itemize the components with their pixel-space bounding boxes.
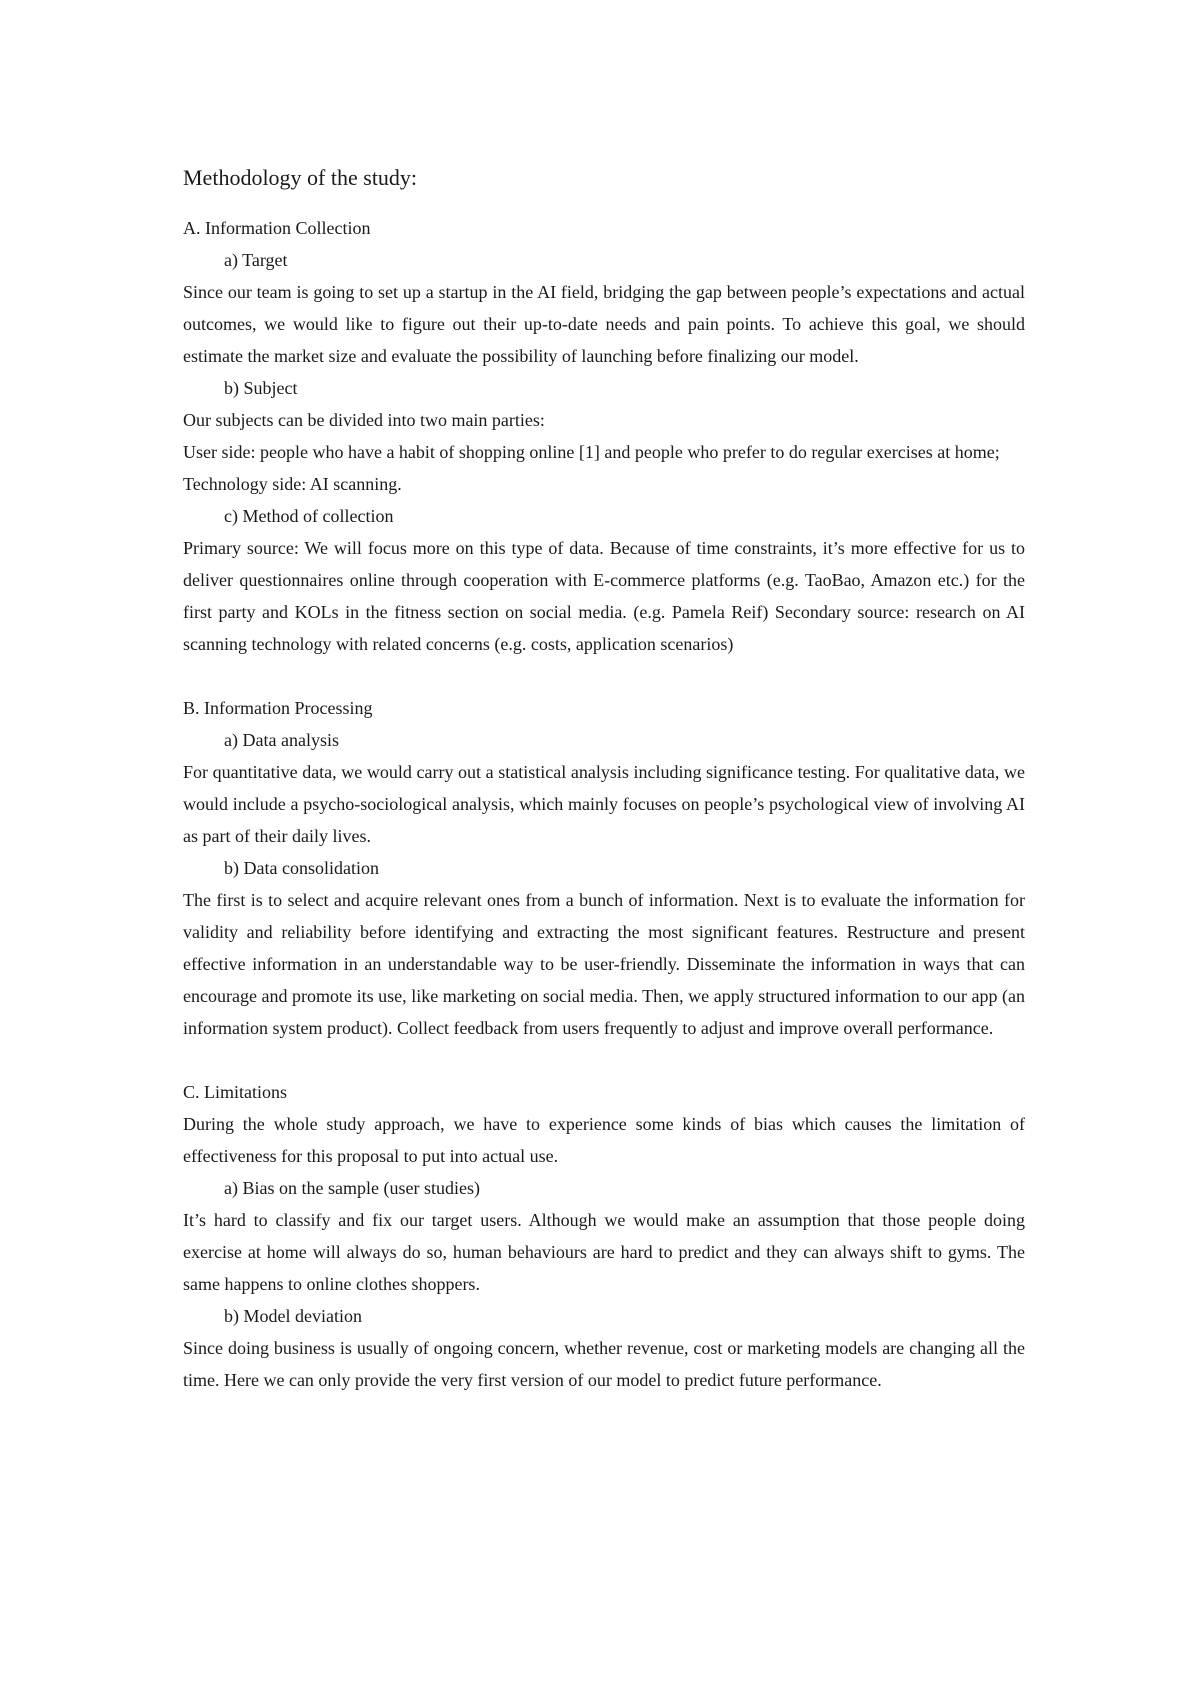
section-spacer xyxy=(183,660,1025,692)
paragraph: User side: people who have a habit of shopping online [1] and people who prefer to do regular exercises at home; xyxy=(183,442,1000,462)
section-limitations xyxy=(183,1076,1025,1396)
section-information-collection xyxy=(183,212,1025,660)
paragraph: Primary source: We will focus more on this type of data. Because of time constraints, it’s more effective for us to deliver questionnaires online through cooperation with E-commerce platforms (e.g. TaoBao, Amazon etc.) for the first party and KOLs in the fitness section on social media. (e.g. Pamela Reif) Secondary source: research on AI scanning technology with related concerns (e.g. costs, application scenarios) xyxy=(183,538,1025,654)
subsection-label: b) Data consolidation xyxy=(224,858,379,878)
section-heading: A. Information Collection xyxy=(183,218,371,238)
paragraph: Technology side: AI scanning. xyxy=(183,474,402,494)
section-spacer xyxy=(183,1044,1025,1076)
subsection-label: b) Model deviation xyxy=(224,1306,362,1326)
subsection-label: b) Subject xyxy=(224,378,298,398)
paragraph: The first is to select and acquire relevant ones from a bunch of information. Next is to evaluate the information for validity and reliability before identifying and extracting the most significant features. Restructure and present effective information in an understandable way to be user-friendly. Disseminate the information in ways that can encourage and promote its use, like marketing on social media. Then, we apply structured information to our app (an information system product). Collect feedback from users frequently to adjust and improve overall performance. xyxy=(183,890,1025,1038)
paragraph: It’s hard to classify and fix our target users. Although we would make an assumption that those people doing exercise at home will always do so, human behaviours are hard to predict and they can always shift to gyms. The same happens to online clothes shoppers. xyxy=(183,1210,1025,1294)
paragraph: For quantitative data, we would carry out a statistical analysis including significance testing. For qualitative data, we would include a psycho-sociological analysis, which mainly focuses on people’s psychological view of involving AI as part of their daily lives. xyxy=(183,762,1025,846)
paragraph: Since doing business is usually of ongoing concern, whether revenue, cost or marketing models are changing all the time. Here we can only provide the very first version of our model to predict future performance. xyxy=(183,1338,1025,1390)
document-title: Methodology of the study: xyxy=(183,165,418,190)
paragraph: During the whole study approach, we have to experience some kinds of bias which causes the limitation of effectiveness for this proposal to put into actual use. xyxy=(183,1114,1025,1166)
paragraph: Our subjects can be divided into two main parties: xyxy=(183,410,545,430)
section-heading: B. Information Processing xyxy=(183,698,373,718)
subsection-label: a) Data analysis xyxy=(224,730,339,750)
subsection-label: c) Method of collection xyxy=(224,506,394,526)
document-page xyxy=(183,158,1025,1396)
paragraph: Since our team is going to set up a startup in the AI field, bridging the gap between people’s expectations and actual outcomes, we would like to figure out their up-to-date needs and pain points. To achieve this goal, we should estimate the market size and evaluate the possibility of launching before finalizing our model. xyxy=(183,282,1025,366)
section-information-processing xyxy=(183,692,1025,1044)
section-heading: C. Limitations xyxy=(183,1082,288,1102)
subsection-label: a) Target xyxy=(224,250,288,270)
subsection-label: a) Bias on the sample (user studies) xyxy=(224,1178,480,1198)
